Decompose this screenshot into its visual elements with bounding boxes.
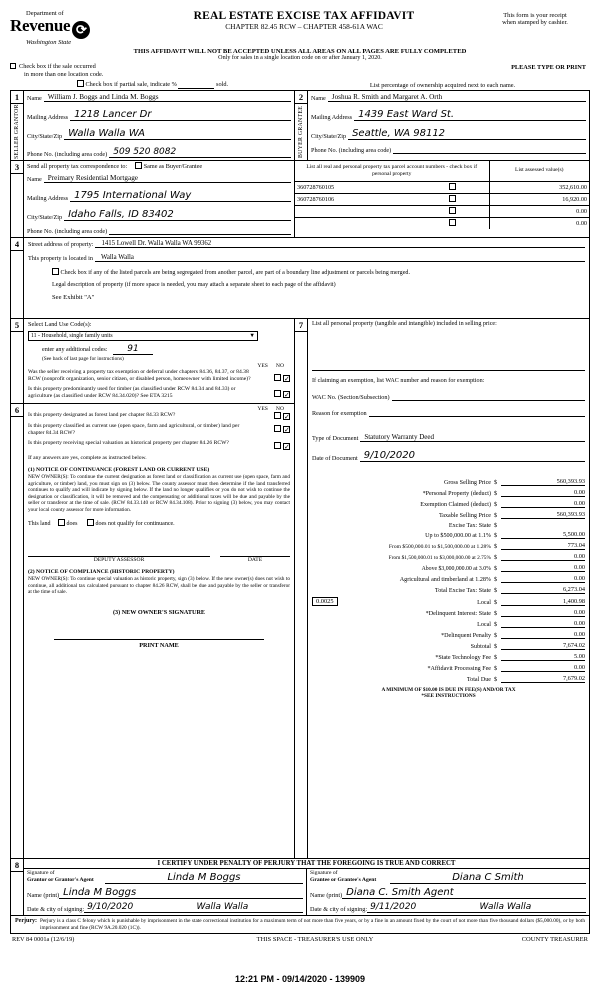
grantee-sig-label-2: Grantee or Grantee's Agent	[310, 877, 377, 884]
agency-logo	[10, 6, 128, 46]
deputy-assessor-date-label: DATE	[247, 557, 263, 564]
land-does-checkbox[interactable]	[58, 519, 65, 526]
legal-description-label: Legal description of property (if more space is needed, you may attach a separate sheet to each page of the affidavit)	[52, 282, 336, 288]
tax-prefix-14: $	[494, 633, 498, 640]
historic-text: NEW OWNER(S): To continue special valuation as historic property, sign (3) below. If the new owner(s) does not wish to continue, all additional tax calculated pursuant to chapter 84.26 RCW, shall be due and payable by the seller or transferor at the time of sale.	[28, 576, 290, 595]
tax-prefix-18: $	[494, 677, 498, 684]
revenue-logo-icon: ⟳	[72, 21, 90, 39]
section-4-block	[10, 238, 590, 319]
document-type-label: Type of Document	[312, 435, 359, 443]
treasurer-space-label: THIS SPACE - TREASURER'S USE ONLY	[256, 936, 374, 944]
s5-q2-no-checkbox[interactable]	[283, 391, 290, 398]
perjury-heading: Perjury:	[15, 918, 37, 925]
grantee-phone-label: Phone No. (including area code)	[311, 147, 392, 154]
chevron-down-icon[interactable]: ▼	[249, 333, 255, 339]
tax-label-2: Exemption Claimed (deduct)	[420, 502, 491, 509]
affidavit-warning-sub: Only for sales in a single location code on or after January 1, 2020.	[218, 55, 382, 61]
agency-state-label: Washington State	[26, 39, 72, 46]
grantee-date-label: Date & city of signing:	[310, 906, 368, 914]
tax-prefix-16: $	[494, 655, 498, 662]
grantor-mailing-label: Mailing Address	[27, 114, 69, 121]
additional-codes-value[interactable]: 91	[113, 344, 153, 355]
grantor-city-value[interactable]: Walla Walla	[194, 902, 303, 913]
grantor-side-label: SELLER GRANTOR	[14, 104, 20, 160]
tax-value-13[interactable]: 0.00	[501, 620, 585, 628]
exemption-reason-label: Reason for exemption	[312, 410, 367, 418]
personal-property-input[interactable]	[312, 329, 585, 371]
s6-question-2: Is this property classified as current use (open space, farm and agricultural, or timber) land per chapter 84.34 RCW?	[28, 423, 240, 437]
parcel-personal-checkbox-1[interactable]	[449, 195, 456, 202]
document-header	[10, 6, 590, 46]
grantor-phone-label: Phone No. (including area code)	[27, 151, 108, 158]
this-land-label: This land	[28, 521, 51, 528]
tax-label-4: Excise Tax: State	[448, 523, 491, 530]
s6-q1-no-checkbox[interactable]	[283, 413, 290, 420]
street-address-label: Street address of property:	[28, 241, 94, 248]
tax-label-8: Above $3,000,000.00 at 3.0%	[421, 566, 491, 573]
tax-prefix-4: $	[494, 523, 498, 530]
parcel-row	[295, 181, 589, 193]
tax-prefix-2: $	[494, 502, 498, 509]
grantee-block	[295, 90, 590, 161]
print-name-label: PRINT NAME	[139, 642, 179, 650]
document-type-value[interactable]: Statutory Warranty Deed	[360, 433, 585, 442]
additional-codes-label: enter any additional codes:	[42, 347, 108, 353]
tax-label-0: Gross Selling Price	[443, 480, 491, 487]
s5-yes-header: YES	[257, 363, 268, 370]
tax-label-13: Local	[477, 622, 491, 629]
tax-label-5: Up to $500,000.00 at 1.1%	[425, 533, 491, 540]
segregation-checkbox[interactable]	[52, 268, 59, 275]
s5-question-2: Is this property predominantly used for timber (as classified under RCW 84.34 and 84.33) or agriculture (as classified under RCW 84.34.020)? See ETA 3215	[28, 386, 236, 400]
tax-label-6: From $500,000.01 to $1,500,000.00 at 1.28%	[388, 544, 491, 551]
multi-location-label-1: Check box if the sale occurred	[19, 63, 96, 70]
tax-label-16: *State Technology Fee	[435, 655, 491, 662]
tax-value-5[interactable]: 5,500.00	[501, 531, 585, 539]
grantee-side-label: BUYER GRANTEE	[298, 105, 304, 159]
continuance-text: NEW OWNER(S): To continue the current designation as forest land or classification as current use (open space, farm and agriculture, or timber) land, you must sign on (3) below. The county assessor must then determine if the land transferred continues to qualify and will indicate by signing below. If the land no longer qualifies or you do not wish to continue the designation or classification, it will be removed and the compensating or additional taxes will be due and payable by the seller or transferor at the time of sale. (RCW 84.33.140 or RCW 84.34.108). Prior to signing (3) below, you may contact your local county assessor for more information.	[28, 474, 290, 513]
land-use-code-value[interactable]: 11 - Household, single family units	[31, 333, 113, 339]
tax-value-17[interactable]: 0.00	[501, 664, 585, 672]
tax-value-1[interactable]: 0.00	[501, 489, 585, 497]
minimum-due-note: A MINIMUM OF $10.00 IS DUE IN FEE(S) AND/OR TAX	[381, 687, 516, 694]
tax-prefix-15: $	[494, 644, 498, 651]
grantee-date-value[interactable]: 9/11/2020	[367, 902, 476, 913]
land-does-not-checkbox[interactable]	[87, 519, 94, 526]
correspondence-label: Send all property tax correspondence to:	[27, 162, 128, 170]
s6-question-3: Is this property receiving special valuation as historical property per chapter 84.26 RCW?	[28, 440, 229, 447]
parcel-value-0[interactable]: 352,610.00	[489, 181, 589, 193]
tax-prefix-12: $	[494, 611, 498, 618]
tax-label-10: Total Excise Tax: State	[434, 588, 491, 595]
tax-label-9: Agricultural and timberland at 1.28%	[399, 577, 491, 584]
multi-location-label-2: in more than one location code.	[24, 71, 104, 78]
tax-prefix-8: $	[494, 566, 498, 573]
continuance-heading: (1) NOTICE OF CONTINUANCE (FOREST LAND OR CURRENT USE)	[28, 467, 210, 474]
section-4-number: 4	[11, 238, 23, 251]
tax-calculation-list	[312, 476, 585, 683]
partial-sale-sold: sold.	[216, 81, 229, 88]
section-6-block	[10, 404, 295, 859]
partial-sale-checkbox[interactable]	[77, 80, 84, 87]
section-3-block	[10, 161, 295, 238]
grantor-date-label: Date & city of signing:	[27, 906, 85, 914]
s6-if-any-note: If any answers are yes, complete as instructed below.	[28, 455, 147, 462]
tax-prefix-1: $	[494, 491, 498, 498]
s6-yes-header: YES	[257, 406, 268, 413]
grantor-citystate-value[interactable]: Walla Walla WA	[64, 128, 291, 140]
located-in-label: This property is located in	[28, 255, 93, 262]
s5-q1-yes-checkbox[interactable]	[274, 374, 281, 381]
section-5-number: 5	[11, 319, 23, 332]
agency-name: Revenue	[10, 16, 71, 35]
corr-phone-value[interactable]	[109, 234, 291, 235]
tax-label-17: *Affidavit Processing Fee	[427, 666, 491, 673]
grantor-signature-block	[24, 869, 307, 915]
grantee-citystate-value[interactable]: Seattle, WA 98112	[348, 128, 586, 140]
grantee-sig-label-1: Signature of	[310, 870, 338, 877]
parcel-row	[295, 193, 589, 205]
tax-value-10[interactable]: 6,273.04	[501, 586, 585, 594]
tax-value-16[interactable]: 5.00	[501, 653, 585, 661]
parcel-personal-checkbox-0[interactable]	[449, 183, 456, 190]
affidavit-warning: THIS AFFIDAVIT WILL NOT BE ACCEPTED UNLESS ALL AREAS ON ALL PAGES ARE FULLY COMPLETED	[133, 48, 467, 55]
corr-phone-label: Phone No. (including area code)	[27, 228, 108, 235]
land-does-label: does	[66, 521, 78, 528]
grantor-signature-value[interactable]: Linda M Boggs	[105, 872, 303, 884]
page-title: REAL ESTATE EXCISE TAX AFFIDAVIT	[193, 10, 415, 22]
parcel-table	[295, 161, 589, 229]
grantor-date-value[interactable]: 9/10/2020	[84, 902, 193, 913]
s5-q1-no-checkbox[interactable]	[283, 375, 290, 382]
exemption-reason-value[interactable]	[369, 409, 585, 417]
tax-value-2[interactable]: 0.00	[501, 500, 585, 508]
segregation-label: Check box if any of the listed parcels are being segregated from another parcel, are part of a boundary line adjustment or parcels being merged.	[60, 270, 410, 276]
corr-mailing-value[interactable]: 1795 International Way	[70, 190, 291, 202]
grantor-sig-label-1: Signature of	[27, 870, 55, 877]
see-instructions-note: *SEE INSTRUCTIONS	[421, 693, 476, 700]
tax-label-3: Taxable Selling Price	[438, 513, 491, 520]
certification-title: I CERTIFY UNDER PENALTY OF PERJURY THAT THE FOREGOING IS TRUE AND CORRECT	[24, 859, 589, 869]
tax-prefix-17: $	[494, 666, 498, 673]
tax-label-14: *Delinquent Penalty	[441, 633, 491, 640]
partial-sale-percent[interactable]	[178, 81, 214, 89]
grantor-name-value[interactable]: William J. Boggs and Linda M. Boggs	[44, 93, 291, 102]
historic-heading: (2) NOTICE OF COMPLIANCE (HISTORIC PROPERTY)	[28, 569, 175, 576]
grantee-citystate-label: City/State/Zip	[311, 133, 347, 140]
tax-value-6[interactable]: 773.04	[501, 542, 585, 550]
grantee-phone-value[interactable]	[393, 153, 586, 154]
grantee-signature-block	[307, 869, 589, 915]
tax-value-12[interactable]: 0.00	[501, 609, 585, 617]
grantee-print-value[interactable]: Diana C. Smith Agent	[342, 887, 586, 899]
page-subtitle: CHAPTER 82.45 RCW – CHAPTER 458-61A WAC	[225, 22, 383, 31]
new-owner-signature-heading: (3) NEW OWNER'S SIGNATURE	[112, 609, 206, 617]
grantee-city-value[interactable]: Walla Walla	[477, 902, 586, 913]
grantee-mailing-value[interactable]: 1439 East Ward St.	[354, 109, 586, 121]
county-treasurer-label: COUNTY TREASURER	[521, 936, 588, 944]
tax-label-11: Local	[477, 600, 491, 607]
land-does-not-label: does not qualify for continuance.	[95, 521, 175, 528]
perjury-text: Perjury is a class C felony which is punishable by imprisonment in the state correctional institution for a maximum term of not more than five years, or by a fine in an amount fixed by the court of not more than five thousand dollars ($5,000.00), or by both imprisonment and fine (RCW 9A.20.020 (1C)).	[40, 918, 585, 931]
section-8-number: 8	[11, 859, 23, 872]
corr-citystate-value[interactable]: Idaho Falls, ID 83402	[64, 209, 291, 221]
grantor-print-value[interactable]: Linda M Boggs	[59, 887, 303, 899]
personal-property-label: List all personal property (tangible and intangible) included in selling price:	[312, 321, 497, 327]
partial-sale-label: Check box if partial sale, indicate %	[85, 81, 177, 88]
parcel-row	[295, 217, 589, 229]
receipt-note-line1: This form is your receipt	[503, 12, 567, 19]
parcel-header: List all real and personal property tax parcel account numbers - check box if personal property	[295, 161, 489, 181]
street-address-value[interactable]: 1415 Lowell Dr. Walla Walla WA 99362	[95, 240, 585, 248]
parcel-table-block	[295, 161, 590, 238]
parcel-value-2[interactable]: 0.00	[489, 205, 589, 217]
document-date-label: Date of Document	[312, 455, 358, 463]
tax-value-0[interactable]: 560,393.93	[501, 478, 585, 486]
s6-q2-no-checkbox[interactable]	[283, 426, 290, 433]
parcel-number-1[interactable]: 360728760106	[297, 196, 335, 203]
located-in-value[interactable]: Walla Walla	[95, 254, 585, 262]
grantor-print-label: Name (print)	[27, 892, 60, 900]
tax-prefix-9: $	[494, 577, 498, 584]
tax-prefix-13: $	[494, 622, 498, 629]
tax-prefix-5: $	[494, 533, 498, 540]
section-2-number: 2	[295, 91, 307, 104]
tax-value-3[interactable]: 560,393.93	[501, 511, 585, 519]
grantor-name-label: Name	[27, 95, 42, 102]
tax-label-12: *Delinquent Interest: State	[425, 611, 491, 618]
s5-question-1: Was the seller receiving a property tax exemption or deferral under chapters 84.36, 84.37, or 84.38 RCW (nonprofit organization, senior citizen, or disabled person, homeowner with limited income)?	[28, 369, 251, 383]
grantee-signature-value[interactable]: Diana C Smith	[390, 872, 586, 884]
tax-label-7: From $1,500,000.01 to $3,000,000.00 at 2.75%	[388, 555, 491, 562]
same-as-buyer-checkbox[interactable]	[135, 162, 142, 169]
receipt-note-line2: when stamped by cashier.	[502, 19, 568, 26]
ownership-note: List percentage of ownership acquired next to each name.	[369, 82, 516, 89]
grantee-print-label: Name (print)	[310, 892, 343, 900]
parcel-value-1[interactable]: 16,920.00	[489, 193, 589, 205]
section-5-block	[10, 319, 295, 404]
section-3-number: 3	[11, 161, 23, 174]
tax-label-18: Total Due	[466, 677, 491, 684]
same-as-buyer-label: Same as Buyer/Grantee	[143, 163, 203, 170]
tax-prefix-11: $	[494, 600, 498, 607]
tax-value-14[interactable]: 0.00	[501, 631, 585, 639]
new-owner-signature-line[interactable]	[54, 632, 264, 640]
tax-label-1: *Personal Property (deduct)	[422, 491, 491, 498]
tax-value-18[interactable]: 7,679.02	[501, 675, 585, 683]
document-footer	[10, 936, 590, 943]
section-1-number: 1	[11, 91, 23, 104]
land-use-title: Select Land Use Code(s):	[28, 321, 92, 328]
tax-prefix-6: $	[494, 544, 498, 551]
wac-number-value[interactable]	[392, 393, 585, 401]
tax-prefix-10: $	[494, 588, 498, 595]
section-7-block	[295, 319, 590, 859]
tax-value-9[interactable]: 0.00	[501, 575, 585, 583]
corr-mailing-label: Mailing Address	[27, 195, 69, 202]
assessed-header: List assessed value(s)	[489, 161, 589, 181]
grantee-mailing-label: Mailing Address	[311, 114, 353, 121]
tax-value-15[interactable]: 7,674.02	[501, 642, 585, 650]
section-8-block	[10, 859, 590, 916]
grantee-name-value[interactable]: Joshua R. Smith and Margaret A. Orth	[328, 93, 586, 102]
parcel-value-3[interactable]: 0.00	[489, 217, 589, 229]
s6-q3-no-checkbox[interactable]	[283, 443, 290, 450]
agency-dept-label: Department of	[26, 10, 64, 17]
form-revision: REV 84 0001a (12/6/19)	[12, 936, 75, 944]
corr-name-value[interactable]: Preimary Residential Mortgage	[44, 174, 291, 183]
section-6-number: 6	[11, 404, 23, 417]
grantor-sig-label-2: Grantor or Grantor's Agent	[27, 877, 94, 884]
perjury-block	[10, 916, 590, 934]
tax-value-8[interactable]: 0.00	[501, 564, 585, 572]
tax-prefix-0: $	[494, 480, 498, 487]
s5-q2-yes-checkbox[interactable]	[274, 390, 281, 397]
document-date-value[interactable]: 9/10/2020	[360, 450, 585, 462]
tax-value-7[interactable]: 0.00	[501, 553, 585, 561]
type-or-print-note: PLEASE TYPE OR PRINT	[511, 64, 586, 71]
wac-number-label: WAC No. (Section/Subsection)	[312, 394, 390, 402]
grantor-citystate-label: City/State/Zip	[27, 133, 63, 140]
multi-location-checkbox[interactable]	[10, 63, 16, 69]
tax-prefix-7: $	[494, 555, 498, 562]
scan-timestamp: 12:21 PM - 09/14/2020 - 139909	[234, 974, 366, 984]
tax-value-4[interactable]	[501, 522, 585, 529]
local-rate-value[interactable]: 0.0025	[312, 597, 338, 606]
s6-q2-yes-checkbox[interactable]	[274, 425, 281, 432]
tax-prefix-3: $	[494, 513, 498, 520]
grantee-name-label: Name	[311, 95, 326, 102]
corr-name-label: Name	[27, 176, 42, 183]
parcel-number-0[interactable]: 360728760105	[297, 184, 335, 191]
deputy-assessor-label: DEPUTY ASSESSOR	[93, 557, 145, 564]
grantor-mailing-value[interactable]: 1218 Lancer Dr	[70, 109, 291, 121]
tax-value-11[interactable]: 1,400.98	[501, 598, 585, 606]
parcel-personal-checkbox-3[interactable]	[449, 219, 456, 226]
legal-description-value[interactable]: See Exhibit "A"	[52, 294, 95, 301]
s6-no-header: NO	[275, 406, 284, 413]
deputy-assessor-sig-line[interactable]	[28, 549, 210, 557]
s6-q3-yes-checkbox[interactable]	[274, 442, 281, 449]
tax-label-15: Subtotal	[470, 644, 491, 651]
deputy-assessor-date-line[interactable]	[220, 549, 290, 557]
parcel-personal-checkbox-2[interactable]	[449, 207, 456, 214]
s6-q1-yes-checkbox[interactable]	[274, 412, 281, 419]
s5-no-header: NO	[275, 363, 284, 370]
section-7-number: 7	[295, 319, 307, 332]
exemption-label: If claiming an exemption, list WAC number and reason for exemption:	[312, 377, 485, 384]
grantor-phone-value[interactable]: 509 520 8082	[109, 147, 291, 158]
parcel-row	[295, 205, 589, 217]
corr-citystate-label: City/State/Zip	[27, 214, 63, 221]
s6-question-1: Is this property designated as forest land per chapter 84.33 RCW?	[28, 412, 176, 419]
see-back-note: (See back of last page for instructions)	[42, 356, 124, 362]
grantor-block	[10, 90, 295, 161]
